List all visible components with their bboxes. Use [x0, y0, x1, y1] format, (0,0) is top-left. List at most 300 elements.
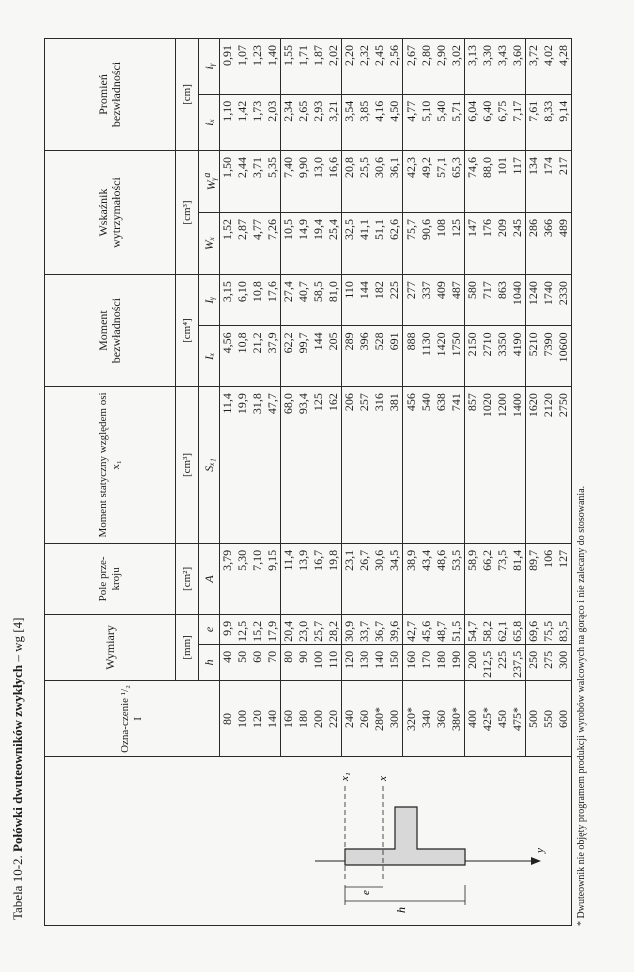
section-properties-table [45, 39, 571, 757]
table-cell: 1,52 [220, 213, 236, 275]
table-cell: 51,1 [372, 213, 387, 275]
table-row [480, 39, 495, 757]
table-cell: 57,1 [434, 150, 449, 212]
table-cell: 140 [372, 644, 387, 680]
table-cell: 286 [525, 213, 541, 275]
table-cell: 51,5 [449, 614, 465, 644]
table-cell: 106 [541, 543, 556, 614]
table-cell: 117 [510, 150, 526, 212]
table-cell: 100 [311, 644, 326, 680]
table-cell: 337 [419, 275, 434, 326]
table-cell: 340 [418, 709, 433, 728]
table-cell: 25,5 [357, 150, 372, 212]
unit-moment-statyczny: [cm³] [176, 387, 199, 544]
table-cell: 23,0 [296, 614, 311, 644]
table-cell: 289 [342, 326, 358, 387]
table-cell: 2,56 [387, 39, 403, 94]
table-cell: 15,2 [250, 614, 265, 644]
table-cell: 65,8 [510, 614, 526, 644]
table-cell: 9,14 [556, 94, 571, 150]
table-cell: 7,10 [250, 543, 265, 614]
table-cell: 162 [326, 387, 342, 544]
table-cell: 1,87 [311, 39, 326, 94]
table-cell: 600 [555, 709, 570, 728]
table-cell: 21,2 [250, 326, 265, 387]
table-cell: 540 [419, 387, 434, 544]
table-cell: 2150 [464, 326, 480, 387]
table-cell: 4,56 [220, 326, 236, 387]
table-cell: 7390 [541, 326, 556, 387]
unit-moment-bezwladnosci: [cm⁴] [176, 275, 199, 387]
table-cell: 245 [510, 213, 526, 275]
table-cell: 2,90 [434, 39, 449, 94]
table-cell: 93,4 [296, 387, 311, 544]
table-cell: 45,6 [419, 614, 434, 644]
table-cell: 23,1 [342, 543, 358, 614]
table-cell: 863 [495, 275, 510, 326]
table-cell: 68,0 [281, 387, 297, 544]
table-cell: 2330 [556, 275, 571, 326]
table-cell: 206 [342, 387, 358, 544]
table-cell: 3,13 [464, 39, 480, 94]
table-cell: 200 [464, 644, 480, 680]
table-cell: 26,7 [357, 543, 372, 614]
table-cell: 2,20 [342, 39, 358, 94]
table-cell: 5,10 [419, 94, 434, 150]
table-cell: 3,30 [480, 39, 495, 94]
table-cell: 320* [403, 680, 419, 757]
table-cell: 741 [449, 387, 465, 544]
table-cell: 33,7 [357, 614, 372, 644]
figure-label-e: e [360, 890, 372, 895]
table-cell: 717 [480, 275, 495, 326]
table-cell: 4,02 [541, 39, 556, 94]
figure-label-h: h [394, 907, 408, 913]
table-cell: 2120 [541, 387, 556, 544]
table-row [250, 39, 265, 757]
table-row [449, 39, 465, 757]
sub-wy [199, 150, 220, 212]
table-cell: 1,40 [265, 39, 281, 94]
table-cell: 212,5 [480, 644, 495, 680]
table-cell: 160 [281, 680, 297, 757]
table-cell: 182 [372, 275, 387, 326]
table-cell: 42,7 [403, 614, 419, 644]
table-cell: 147 [464, 213, 480, 275]
table-cell: 2,67 [403, 39, 419, 94]
table-cell: 500 [525, 680, 541, 757]
unit-pole: [cm²] [176, 543, 199, 614]
table-cell: 225 [387, 275, 403, 326]
sub-wy-note: a [201, 172, 213, 178]
table-cell: 10,5 [281, 213, 297, 275]
table-cell: 89,7 [525, 543, 541, 614]
table-cell: 12,5 [235, 614, 250, 644]
table-cell: 5,35 [265, 150, 281, 212]
table-cell: 7,17 [510, 94, 526, 150]
sub-ix-radius: iₓ [199, 94, 220, 150]
table-cell: 48,6 [434, 543, 449, 614]
table-cell: 4,16 [372, 94, 387, 150]
table-cell: 4,28 [556, 39, 571, 94]
table-cell: 125 [311, 387, 326, 544]
sub-ix: Iₓ [199, 326, 220, 387]
table-cell: 209 [495, 213, 510, 275]
table-cell: 1,55 [281, 39, 297, 94]
table-cell: 220 [326, 709, 341, 728]
sub-h: h [199, 644, 220, 680]
table-cell: 62,1 [495, 614, 510, 644]
table-cell: 4,50 [387, 94, 403, 150]
table-row [510, 39, 526, 757]
table-cell: 7,40 [281, 150, 297, 212]
table-cell: 2,02 [326, 39, 342, 94]
table-cell: 4,77 [250, 213, 265, 275]
table-cell: 36,1 [387, 150, 403, 212]
table-cell: 43,4 [419, 543, 434, 614]
table-cell: 450 [494, 709, 509, 728]
sub-sx1: Sₓ₁ [199, 387, 220, 544]
table-row [311, 39, 326, 757]
table-cell: 130 [357, 644, 372, 680]
table-cell: 11,4 [281, 543, 297, 614]
table-cell: 8,33 [541, 94, 556, 150]
table-cell: 127 [556, 543, 571, 614]
table-cell: 396 [357, 326, 372, 387]
table-cell: 300 [556, 644, 571, 680]
table-cell: 20,4 [281, 614, 297, 644]
table-cell: 1,50 [220, 150, 236, 212]
table-cell: 1,42 [235, 94, 250, 150]
table-cell: 3,21 [326, 94, 342, 150]
table-cell: 3,72 [525, 39, 541, 94]
table-cell: 58,5 [311, 275, 326, 326]
table-cell: 3,54 [342, 94, 358, 150]
footnote: * Dwuteownik nie objęty programem produkcji wyrobów walcowych na gorąco i nie zalecany do stosowania. [576, 485, 587, 926]
sub-a: A [199, 543, 220, 614]
table-cell: 40 [220, 644, 236, 680]
table-cell: 225 [495, 644, 510, 680]
table-cell: 1020 [480, 387, 495, 544]
table-cell: 360 [433, 709, 448, 728]
table-cell: 49,2 [419, 150, 434, 212]
table-cell: 381 [387, 387, 403, 544]
table-cell: 58,9 [464, 543, 480, 614]
table-cell: 74,6 [464, 150, 480, 212]
table-cell: 25,7 [311, 614, 326, 644]
table-cell: 9,15 [265, 543, 281, 614]
table-cell: 53,5 [449, 543, 465, 614]
table-cell: 2,03 [265, 94, 281, 150]
table-cell: 99,7 [296, 326, 311, 387]
table-row [265, 39, 281, 757]
table-cell: 70 [265, 644, 281, 680]
table-cell: 5210 [525, 326, 541, 387]
table-row [342, 39, 358, 757]
table-cell: 90,6 [419, 213, 434, 275]
table-row [464, 39, 480, 757]
table-cell: 140 [265, 709, 280, 728]
table-cell: 205 [326, 326, 342, 387]
table-cell: 409 [434, 275, 449, 326]
table-cell: 65,3 [449, 150, 465, 212]
table-cell: 475* [509, 706, 524, 731]
table-row [220, 39, 236, 757]
half-i-beam-diagram [45, 757, 571, 925]
table-cell: 3,79 [220, 543, 236, 614]
table-cell: 39,6 [387, 614, 403, 644]
table-cell: 30,6 [372, 543, 387, 614]
table-cell: 9,9 [220, 614, 236, 644]
table-cell: 1,71 [296, 39, 311, 94]
table-row [281, 39, 297, 757]
table-cell: 17,6 [265, 275, 281, 326]
table-cell: 1400 [510, 387, 526, 544]
table-cell: 134 [525, 150, 541, 212]
table-cell: 1040 [510, 275, 526, 326]
table-cell: 425* [479, 706, 494, 731]
figure-label-y: y [534, 848, 546, 853]
table-cell: 83,5 [556, 614, 571, 644]
table-cell: 4,77 [403, 94, 419, 150]
table-cell: 456 [403, 387, 419, 544]
table-cell: 3350 [495, 326, 510, 387]
table-cell: 2710 [480, 326, 495, 387]
table-cell: 3,15 [220, 275, 236, 326]
table-cell: 5,71 [449, 94, 465, 150]
table-cell: 3,71 [250, 150, 265, 212]
table-cell: 34,5 [387, 543, 403, 614]
unit-promien: [cm] [176, 39, 199, 150]
header-moment-statyczny: Moment statyczny względem osi x₁ [45, 387, 176, 544]
table-cell: 90 [296, 644, 311, 680]
table-cell: 58,2 [480, 614, 495, 644]
table-cell: 9,90 [296, 150, 311, 212]
table-cell: 38,9 [403, 543, 419, 614]
table-cell: 857 [464, 387, 480, 544]
table-row [434, 39, 449, 757]
table-cell: 7,61 [525, 94, 541, 150]
table-cell: 6,75 [495, 94, 510, 150]
table-cell: 37,9 [265, 326, 281, 387]
table-cell: 1,07 [235, 39, 250, 94]
section-figure [45, 756, 571, 925]
table-row [525, 39, 541, 757]
table-cell: 54,7 [464, 614, 480, 644]
table-cell: 1740 [541, 275, 556, 326]
table-cell: 42,3 [403, 150, 419, 212]
table-cell: 11,4 [220, 387, 236, 544]
table-cell: 10600 [556, 326, 571, 387]
table-cell: 691 [387, 326, 403, 387]
table-cell: 27,4 [281, 275, 297, 326]
table-cell: 16,6 [326, 150, 342, 212]
table-cell: 3,60 [510, 39, 526, 94]
table-cell: 125 [449, 213, 465, 275]
table-cell: 5,30 [235, 543, 250, 614]
table-cell: 19,8 [326, 543, 342, 614]
table-cell: 20,8 [342, 150, 358, 212]
table-cell: 150 [387, 644, 403, 680]
table-cell: 81,4 [510, 543, 526, 614]
table-cell: 6,10 [235, 275, 250, 326]
table-row [387, 39, 403, 757]
table-cell: 6,04 [464, 94, 480, 150]
table-cell: 180 [296, 709, 311, 728]
header-oznaczenie: Ozna-czenie ¹/₂ I [45, 680, 220, 757]
figure-label-x: x [377, 776, 389, 781]
sub-e: e [199, 614, 220, 644]
caption-prefix: Tabela 10-2. [10, 855, 25, 920]
table-cell: 260 [357, 709, 372, 728]
table-cell: 80 [281, 644, 297, 680]
table-cell: 6,40 [480, 94, 495, 150]
sub-wx: Wₓ [199, 213, 220, 275]
table-body [220, 39, 572, 757]
table-cell: 62,6 [387, 213, 403, 275]
table-caption [10, 618, 26, 920]
table-row [235, 39, 250, 757]
table-cell: 2,44 [235, 150, 250, 212]
table-cell: 1,10 [220, 94, 236, 150]
table-cell: 144 [311, 326, 326, 387]
table-cell: 69,6 [525, 614, 541, 644]
table-cell: 144 [357, 275, 372, 326]
table-cell: 366 [541, 213, 556, 275]
table-cell: 36,7 [372, 614, 387, 644]
table-cell: 75,5 [541, 614, 556, 644]
unit-wskaznik: [cm³] [176, 150, 199, 274]
table-cell: 41,1 [357, 213, 372, 275]
table-cell: 50 [235, 644, 250, 680]
table-cell: 13,0 [311, 150, 326, 212]
table-row [556, 39, 571, 757]
table-cell: 31,8 [250, 387, 265, 544]
sub-wy-label: Wᵧ [203, 177, 218, 191]
table-cell: 5,40 [434, 94, 449, 150]
table-cell: 2,32 [357, 39, 372, 94]
caption-title: Połówki dwuteowników zwykłych [10, 664, 25, 852]
table-cell: 237,5 [510, 644, 526, 680]
caption-source: – wg [4] [10, 617, 25, 662]
table-cell: 1420 [434, 326, 449, 387]
table-cell: 2,45 [372, 39, 387, 94]
table-cell: 32,5 [342, 213, 358, 275]
table-frame [44, 38, 572, 926]
table-cell: 47,7 [265, 387, 281, 544]
table-row [419, 39, 434, 757]
table-cell: 48,7 [434, 614, 449, 644]
table-cell: 638 [434, 387, 449, 544]
table-cell: 25,4 [326, 213, 342, 275]
table-cell: 101 [495, 150, 510, 212]
table-cell: 2,87 [235, 213, 250, 275]
table-cell: 2,80 [419, 39, 434, 94]
table-cell: 108 [434, 213, 449, 275]
table-cell: 550 [540, 709, 555, 728]
table-cell: 316 [372, 387, 387, 544]
table-cell: 528 [372, 326, 387, 387]
table-cell: 580 [464, 275, 480, 326]
table-cell: 19,9 [235, 387, 250, 544]
header-pole: Pole prze-kroju [45, 543, 176, 614]
table-cell: 19,4 [311, 213, 326, 275]
table-cell: 2,34 [281, 94, 297, 150]
table-cell: 380* [448, 706, 463, 731]
table-cell: 100 [235, 709, 250, 728]
table-cell: 2,93 [311, 94, 326, 150]
table-cell: 3,43 [495, 39, 510, 94]
table-row [326, 39, 342, 757]
table-cell: 81,0 [326, 275, 342, 326]
table-cell: 120 [342, 644, 358, 680]
table-cell: 1620 [525, 387, 541, 544]
table-cell: 160 [403, 644, 419, 680]
table-cell: 40,7 [296, 275, 311, 326]
table-cell: 30,6 [372, 150, 387, 212]
table-cell: 60 [250, 644, 265, 680]
table-cell: 280* [372, 706, 387, 731]
table-cell: 80 [220, 712, 235, 725]
table-cell: 1130 [419, 326, 434, 387]
table-cell: 217 [556, 150, 571, 212]
table-row [403, 39, 419, 757]
table-cell: 200 [311, 709, 326, 728]
table-cell: 190 [449, 644, 465, 680]
sub-iy-radius: iᵧ [199, 39, 220, 94]
table-cell: 400 [464, 680, 480, 757]
table-cell: 16,7 [311, 543, 326, 614]
table-cell: 176 [480, 213, 495, 275]
table-cell: 3,85 [357, 94, 372, 150]
table-cell: 7,26 [265, 213, 281, 275]
table-cell: 170 [419, 644, 434, 680]
table-cell: 1,23 [250, 39, 265, 94]
table-cell: 120 [250, 709, 265, 728]
table-cell: 1750 [449, 326, 465, 387]
table-cell: 487 [449, 275, 465, 326]
table-cell: 888 [403, 326, 419, 387]
table-cell: 1,73 [250, 94, 265, 150]
table-row [495, 39, 510, 757]
table-cell: 66,2 [480, 543, 495, 614]
table-cell: 0,91 [220, 39, 236, 94]
header-wskaznik: Wskaźnik wytrzymałości [45, 150, 176, 274]
table-row [372, 39, 387, 757]
table-row [541, 39, 556, 757]
table-cell: 10,8 [235, 326, 250, 387]
table-cell: 75,7 [403, 213, 419, 275]
table-cell: 62,2 [281, 326, 297, 387]
table-cell: 250 [525, 644, 541, 680]
table-row [296, 39, 311, 757]
table-cell: 13,9 [296, 543, 311, 614]
table-cell: 257 [357, 387, 372, 544]
table-cell: 3,02 [449, 39, 465, 94]
table-cell: 88,0 [480, 150, 495, 212]
table-cell: 174 [541, 150, 556, 212]
table-cell: 489 [556, 213, 571, 275]
table-cell: 4190 [510, 326, 526, 387]
table-row [357, 39, 372, 757]
table-cell: 277 [403, 275, 419, 326]
sub-iy: Iᵧ [199, 275, 220, 326]
table-cell: 1240 [525, 275, 541, 326]
table-cell: 10,8 [250, 275, 265, 326]
table-cell: 28,2 [326, 614, 342, 644]
header-wymiary: Wymiary [45, 614, 176, 680]
table-cell: 14,9 [296, 213, 311, 275]
